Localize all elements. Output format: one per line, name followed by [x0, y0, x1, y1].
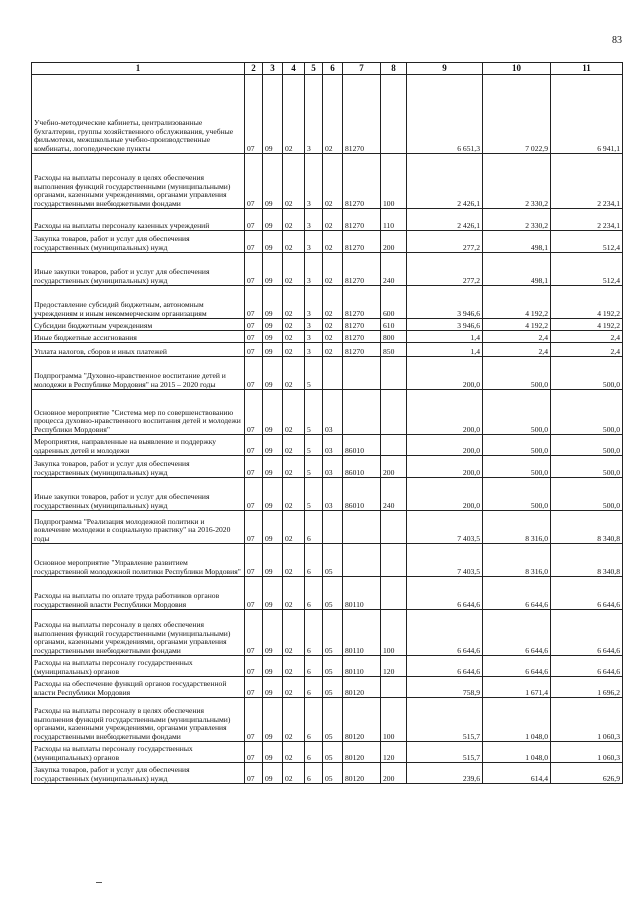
value-cell: 3 946,6 [407, 319, 483, 331]
value-cell: 277,2 [407, 231, 483, 253]
value-cell: 8 316,0 [483, 511, 551, 544]
code-cell: 05 [323, 610, 343, 656]
code-cell: 02 [283, 75, 305, 154]
row-name: Мероприятия, направленные на выявление и поддержку одаренных детей и молодежи [32, 435, 245, 456]
code-cell: 86010 [343, 435, 381, 456]
value-cell: 8 340,8 [551, 511, 623, 544]
code-cell: 5 [305, 478, 323, 511]
value-cell: 200,0 [407, 478, 483, 511]
row-name: Расходы на выплаты персоналу в целях обеспечения выполнения функций государственными (муниципальными) органами, казенными учреждениями, органами управления государственными внебюджетными фондами [32, 610, 245, 656]
code-cell: 02 [283, 209, 305, 231]
code-cell [343, 390, 381, 435]
code-cell: 09 [263, 319, 283, 331]
value-cell: 500,0 [551, 357, 623, 390]
code-cell: 09 [263, 390, 283, 435]
code-cell: 09 [263, 677, 283, 698]
value-cell: 1 696,2 [551, 677, 623, 698]
value-cell: 500,0 [551, 456, 623, 478]
value-cell: 2,4 [483, 331, 551, 343]
code-cell: 240 [381, 478, 407, 511]
code-cell: 07 [245, 435, 263, 456]
code-cell: 05 [323, 742, 343, 763]
code-cell: 07 [245, 253, 263, 286]
code-cell: 09 [263, 286, 283, 319]
header-cell: 2 [245, 63, 263, 75]
value-cell: 500,0 [483, 390, 551, 435]
code-cell: 120 [381, 742, 407, 763]
value-cell: 626,9 [551, 763, 623, 784]
code-cell: 05 [323, 656, 343, 677]
code-cell: 05 [323, 544, 343, 577]
code-cell: 02 [323, 231, 343, 253]
table-row [32, 610, 623, 656]
value-cell: 6 644,6 [407, 610, 483, 656]
value-cell: 8 316,0 [483, 544, 551, 577]
header-cell: 1 [32, 63, 245, 75]
value-cell: 500,0 [551, 478, 623, 511]
value-cell: 6 644,6 [483, 656, 551, 677]
table-row [32, 698, 623, 742]
row-name: Расходы на выплаты персоналу государственных (муниципальных) органов [32, 742, 245, 763]
code-cell: 09 [263, 331, 283, 343]
code-cell: 07 [245, 231, 263, 253]
table-row [32, 343, 623, 357]
value-cell: 3 946,6 [407, 286, 483, 319]
value-cell: 239,6 [407, 763, 483, 784]
value-cell: 2 234,1 [551, 154, 623, 209]
table-header-row [32, 63, 623, 75]
value-cell: 6 644,6 [483, 610, 551, 656]
header-cell: 7 [343, 63, 381, 75]
header-cell: 10 [483, 63, 551, 75]
code-cell: 05 [323, 698, 343, 742]
table-row [32, 286, 623, 319]
table-row [32, 544, 623, 577]
value-cell: 6 644,6 [551, 656, 623, 677]
value-cell: 200,0 [407, 435, 483, 456]
code-cell: 02 [283, 435, 305, 456]
table-row [32, 478, 623, 511]
value-cell: 277,2 [407, 253, 483, 286]
value-cell: 500,0 [551, 435, 623, 456]
code-cell: 05 [323, 577, 343, 610]
code-cell: 05 [323, 763, 343, 784]
code-cell: 07 [245, 478, 263, 511]
table-row [32, 357, 623, 390]
row-name: Закупка товаров, работ и услуг для обеспечения государственных (муниципальных) нужд [32, 231, 245, 253]
code-cell: 02 [283, 763, 305, 784]
value-cell: 2 426,1 [407, 209, 483, 231]
code-cell: 07 [245, 763, 263, 784]
value-cell: 500,0 [483, 435, 551, 456]
value-cell: 6 651,3 [407, 75, 483, 154]
code-cell: 09 [263, 511, 283, 544]
code-cell: 07 [245, 610, 263, 656]
row-name: Расходы на выплаты персоналу казенных учреждений [32, 209, 245, 231]
value-cell: 512,4 [551, 253, 623, 286]
table-row [32, 577, 623, 610]
code-cell: 80110 [343, 610, 381, 656]
value-cell: 2,4 [483, 343, 551, 357]
code-cell: 09 [263, 763, 283, 784]
code-cell: 07 [245, 357, 263, 390]
code-cell: 02 [283, 390, 305, 435]
code-cell: 02 [283, 456, 305, 478]
header-cell: 8 [381, 63, 407, 75]
code-cell: 6 [305, 656, 323, 677]
code-cell: 6 [305, 544, 323, 577]
code-cell: 80120 [343, 763, 381, 784]
row-name: Учебно-методические кабинеты, централизованные бухгалтерии, группы хозяйственного обслуживания, учебные фильмотеки, межшкольные учебно-производственные комбинаты, логопедические пункты [32, 75, 245, 154]
header-cell: 6 [323, 63, 343, 75]
table-row [32, 253, 623, 286]
value-cell: 6 941,1 [551, 75, 623, 154]
header-cell: 3 [263, 63, 283, 75]
row-name: Расходы на выплаты персоналу в целях обеспечения выполнения функций государственными (муниципальными) органами, казенными учреждениями, органами управления государственными внебюджетными фондами [32, 698, 245, 742]
code-cell: 81270 [343, 253, 381, 286]
code-cell: 07 [245, 456, 263, 478]
table-row [32, 456, 623, 478]
value-cell: 200,0 [407, 390, 483, 435]
value-cell: 500,0 [551, 390, 623, 435]
value-cell: 4 192,2 [551, 319, 623, 331]
code-cell: 3 [305, 331, 323, 343]
code-cell [323, 511, 343, 544]
value-cell: 500,0 [483, 357, 551, 390]
code-cell: 07 [245, 286, 263, 319]
code-cell: 02 [283, 478, 305, 511]
value-cell: 6 644,6 [407, 577, 483, 610]
code-cell: 81270 [343, 209, 381, 231]
code-cell: 3 [305, 231, 323, 253]
code-cell: 05 [323, 677, 343, 698]
code-cell: 5 [305, 456, 323, 478]
code-cell [343, 511, 381, 544]
code-cell [381, 544, 407, 577]
value-cell: 515,7 [407, 698, 483, 742]
value-cell: 200,0 [407, 357, 483, 390]
value-cell: 500,0 [483, 456, 551, 478]
code-cell: 09 [263, 577, 283, 610]
code-cell: 80120 [343, 698, 381, 742]
value-cell: 1,4 [407, 343, 483, 357]
code-cell: 86010 [343, 478, 381, 511]
code-cell: 6 [305, 698, 323, 742]
table-row [32, 435, 623, 456]
code-cell: 81270 [343, 75, 381, 154]
code-cell: 200 [381, 763, 407, 784]
value-cell: 614,4 [483, 763, 551, 784]
code-cell: 86010 [343, 456, 381, 478]
value-cell: 8 340,8 [551, 544, 623, 577]
code-cell: 02 [283, 319, 305, 331]
value-cell: 7 403,5 [407, 544, 483, 577]
code-cell: 02 [323, 343, 343, 357]
row-name: Субсидии бюджетным учреждениям [32, 319, 245, 331]
code-cell: 03 [323, 478, 343, 511]
value-cell: 4 192,2 [483, 319, 551, 331]
value-cell: 2 234,1 [551, 209, 623, 231]
value-cell: 2 330,2 [483, 209, 551, 231]
header-cell: 11 [551, 63, 623, 75]
row-name: Предоставление субсидий бюджетным, автономным учреждениям и иным некоммерческим организациям [32, 286, 245, 319]
value-cell: 515,7 [407, 742, 483, 763]
code-cell [381, 435, 407, 456]
code-cell: 09 [263, 253, 283, 286]
code-cell: 07 [245, 742, 263, 763]
code-cell: 81270 [343, 286, 381, 319]
code-cell: 07 [245, 698, 263, 742]
value-cell: 1 048,0 [483, 742, 551, 763]
table-row [32, 742, 623, 763]
row-name: Основное мероприятие "Система мер по совершенствованию процесса духовно-нравственного воспитания детей и молодежи Республики Мордовия" [32, 390, 245, 435]
value-cell: 2,4 [551, 343, 623, 357]
row-name: Расходы на выплаты персоналу государственных (муниципальных) органов [32, 656, 245, 677]
code-cell: 09 [263, 343, 283, 357]
value-cell: 200,0 [407, 456, 483, 478]
code-cell: 100 [381, 154, 407, 209]
code-cell: 07 [245, 511, 263, 544]
code-cell: 09 [263, 357, 283, 390]
table-row [32, 511, 623, 544]
value-cell: 1,4 [407, 331, 483, 343]
code-cell: 02 [283, 331, 305, 343]
code-cell: 81270 [343, 343, 381, 357]
code-cell: 02 [323, 319, 343, 331]
value-cell: 2 426,1 [407, 154, 483, 209]
code-cell [323, 357, 343, 390]
row-name: Расходы на выплаты персоналу в целях обеспечения выполнения функций государственными (муниципальными) органами, казенными учреждениями, органами управления государственными внебюджетными фондами [32, 154, 245, 209]
code-cell [381, 677, 407, 698]
row-name: Основное мероприятие "Управление развитием государственной молодежной политики Республики Мордовия" [32, 544, 245, 577]
code-cell: 100 [381, 698, 407, 742]
table-row [32, 656, 623, 677]
code-cell: 200 [381, 456, 407, 478]
code-cell: 09 [263, 544, 283, 577]
code-cell: 6 [305, 763, 323, 784]
code-cell: 800 [381, 331, 407, 343]
code-cell: 09 [263, 209, 283, 231]
row-name: Уплата налогов, сборов и иных платежей [32, 343, 245, 357]
code-cell: 07 [245, 544, 263, 577]
code-cell: 80120 [343, 677, 381, 698]
code-cell: 80120 [343, 742, 381, 763]
code-cell: 02 [323, 209, 343, 231]
value-cell: 2 330,2 [483, 154, 551, 209]
code-cell: 07 [245, 577, 263, 610]
code-cell: 3 [305, 253, 323, 286]
code-cell: 02 [283, 231, 305, 253]
code-cell: 07 [245, 319, 263, 331]
code-cell: 02 [283, 511, 305, 544]
page-number: 83 [612, 35, 622, 46]
code-cell: 02 [283, 357, 305, 390]
code-cell [381, 577, 407, 610]
code-cell [381, 75, 407, 154]
value-cell: 6 644,6 [407, 656, 483, 677]
row-name: Расходы на обеспечение функций органов государственной власти Республики Мордовия [32, 677, 245, 698]
code-cell: 09 [263, 75, 283, 154]
code-cell [381, 390, 407, 435]
code-cell: 3 [305, 343, 323, 357]
budget-table [31, 62, 623, 784]
value-cell: 6 644,6 [483, 577, 551, 610]
code-cell: 02 [323, 331, 343, 343]
code-cell: 09 [263, 742, 283, 763]
code-cell: 02 [323, 75, 343, 154]
code-cell: 200 [381, 231, 407, 253]
code-cell: 6 [305, 577, 323, 610]
code-cell: 07 [245, 209, 263, 231]
code-cell: 81270 [343, 331, 381, 343]
code-cell: 02 [323, 253, 343, 286]
value-cell: 7 403,5 [407, 511, 483, 544]
code-cell: 6 [305, 511, 323, 544]
value-cell: 2,4 [551, 331, 623, 343]
value-cell: 1 060,3 [551, 698, 623, 742]
code-cell [381, 357, 407, 390]
code-cell: 03 [323, 456, 343, 478]
table-row [32, 390, 623, 435]
table-body [32, 75, 623, 784]
row-name: Закупка товаров, работ и услуг для обеспечения государственных (муниципальных) нужд [32, 763, 245, 784]
row-name: Иные бюджетные ассигнования [32, 331, 245, 343]
table-row [32, 75, 623, 154]
code-cell [381, 511, 407, 544]
code-cell: 6 [305, 610, 323, 656]
code-cell: 80110 [343, 656, 381, 677]
code-cell: 02 [283, 343, 305, 357]
code-cell: 07 [245, 677, 263, 698]
value-cell: 1 671,4 [483, 677, 551, 698]
code-cell: 3 [305, 319, 323, 331]
row-name: Закупка товаров, работ и услуг для обеспечения государственных (муниципальных) нужд [32, 456, 245, 478]
code-cell: 110 [381, 209, 407, 231]
code-cell: 02 [283, 698, 305, 742]
code-cell: 5 [305, 357, 323, 390]
row-name: Расходы на выплаты по оплате труда работников органов государственной власти Республики Мордовия [32, 577, 245, 610]
code-cell: 09 [263, 656, 283, 677]
code-cell: 03 [323, 435, 343, 456]
code-cell: 3 [305, 154, 323, 209]
code-cell: 02 [283, 286, 305, 319]
code-cell: 3 [305, 286, 323, 319]
code-cell: 3 [305, 75, 323, 154]
row-name: Подпрограмма "Духовно-нравственное воспитание детей и молодежи в Республике Мордовия" на 2015 – 2020 годы [32, 357, 245, 390]
code-cell: 100 [381, 610, 407, 656]
footer-mark [96, 882, 102, 883]
code-cell: 81270 [343, 231, 381, 253]
value-cell: 498,1 [483, 231, 551, 253]
value-cell: 6 644,6 [551, 577, 623, 610]
code-cell: 600 [381, 286, 407, 319]
table-row [32, 154, 623, 209]
value-cell: 4 192,2 [483, 286, 551, 319]
value-cell: 758,9 [407, 677, 483, 698]
code-cell: 02 [323, 154, 343, 209]
code-cell: 5 [305, 435, 323, 456]
code-cell: 81270 [343, 154, 381, 209]
code-cell: 6 [305, 742, 323, 763]
code-cell: 09 [263, 456, 283, 478]
value-cell: 7 022,9 [483, 75, 551, 154]
row-name: Иные закупки товаров, работ и услуг для обеспечения государственных (муниципальных) нужд [32, 253, 245, 286]
row-name: Подпрограмма "Реализация молодежной политики и вовлечение молодежи в социальную практику" на 2016-2020 годы [32, 511, 245, 544]
table-row [32, 763, 623, 784]
code-cell: 02 [283, 742, 305, 763]
code-cell: 81270 [343, 319, 381, 331]
code-cell [343, 357, 381, 390]
code-cell: 02 [283, 610, 305, 656]
code-cell: 240 [381, 253, 407, 286]
code-cell: 07 [245, 343, 263, 357]
value-cell: 4 192,2 [551, 286, 623, 319]
table-row [32, 331, 623, 343]
code-cell: 02 [283, 253, 305, 286]
code-cell [343, 544, 381, 577]
value-cell: 6 644,6 [551, 610, 623, 656]
table-row [32, 209, 623, 231]
code-cell: 07 [245, 154, 263, 209]
code-cell: 09 [263, 478, 283, 511]
code-cell: 02 [283, 154, 305, 209]
code-cell: 07 [245, 390, 263, 435]
value-cell: 1 048,0 [483, 698, 551, 742]
code-cell: 07 [245, 656, 263, 677]
code-cell: 09 [263, 154, 283, 209]
header-cell: 9 [407, 63, 483, 75]
code-cell: 07 [245, 331, 263, 343]
header-cell: 4 [283, 63, 305, 75]
code-cell: 850 [381, 343, 407, 357]
code-cell: 02 [323, 286, 343, 319]
code-cell: 610 [381, 319, 407, 331]
value-cell: 512,4 [551, 231, 623, 253]
code-cell: 02 [283, 577, 305, 610]
header-cell: 5 [305, 63, 323, 75]
code-cell: 09 [263, 610, 283, 656]
row-name: Иные закупки товаров, работ и услуг для обеспечения государственных (муниципальных) нужд [32, 478, 245, 511]
table-row [32, 319, 623, 331]
table-row [32, 677, 623, 698]
value-cell: 498,1 [483, 253, 551, 286]
code-cell: 02 [283, 544, 305, 577]
code-cell: 02 [283, 677, 305, 698]
code-cell: 02 [283, 656, 305, 677]
code-cell: 6 [305, 677, 323, 698]
code-cell: 3 [305, 209, 323, 231]
code-cell: 120 [381, 656, 407, 677]
code-cell: 09 [263, 435, 283, 456]
value-cell: 500,0 [483, 478, 551, 511]
code-cell: 80110 [343, 577, 381, 610]
code-cell: 5 [305, 390, 323, 435]
table-row [32, 231, 623, 253]
value-cell: 1 060,3 [551, 742, 623, 763]
code-cell: 07 [245, 75, 263, 154]
code-cell: 09 [263, 231, 283, 253]
code-cell: 03 [323, 390, 343, 435]
code-cell: 09 [263, 698, 283, 742]
